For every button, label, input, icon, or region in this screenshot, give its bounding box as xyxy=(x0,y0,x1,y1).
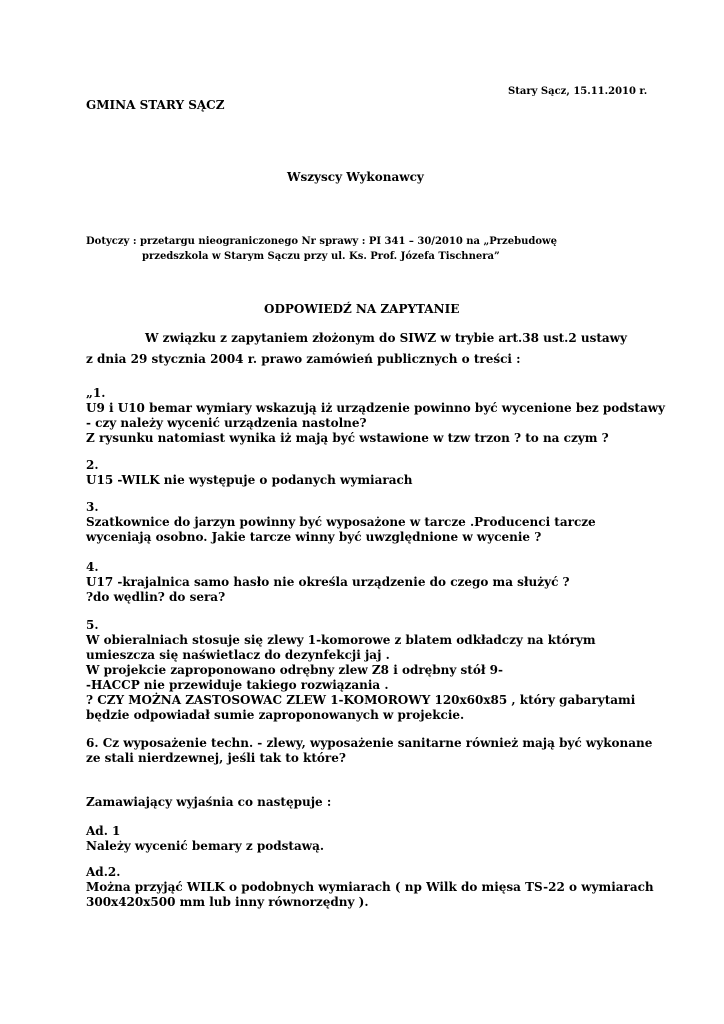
question-5 xyxy=(86,618,635,723)
question-line: „1. xyxy=(86,386,106,400)
question-line: 5. xyxy=(86,618,99,632)
subject-line: Dotyczy : przetargu nieograniczonego Nr sprawy : PI 341 – 30/2010 na „Przebudowę xyxy=(86,236,557,247)
question-line: ?do wędlin? do sera? xyxy=(86,590,226,604)
question-line: będzie odpowiadał sumie zaproponowanych w projekcie. xyxy=(86,708,465,722)
question-line: wyceniają osobno. Jakie tarcze winny być uwzględnione w wycenie ? xyxy=(86,530,542,544)
question-line: 3. xyxy=(86,500,99,514)
question-line: -HACCP nie przewiduje takiego rozwiązania . xyxy=(86,678,389,692)
question-line: ? CZY MOŻNA ZASTOSOWAC ZLEW 1-KOMOROWY 120x60x85 , który gabarytami xyxy=(86,693,636,707)
question-line: Szatkownice do jarzyn powinny być wyposażone w tarcze .Producenci tarcze xyxy=(86,515,596,529)
question-2 xyxy=(86,458,413,488)
question-line: W projekcie zaproponowano odrębny zlew Z8 i odrębny stół 9- xyxy=(86,663,503,677)
heading: ODPOWIEDŹ NA ZAPYTANIE xyxy=(264,302,460,316)
question-line: - czy należy wycenić urządzenia nastolne? xyxy=(86,416,367,430)
answer-line: Ad.2. xyxy=(86,865,121,879)
question-line: W obieralniach stosuje się zlewy 1-komorowe z blatem odkładczy na którym xyxy=(86,633,596,647)
question-line: U15 -WILK nie występuje o podanych wymiarach xyxy=(86,473,413,487)
subject-line: przedszkola w Starym Sączu przy ul. Ks. Prof. Józefa Tischnera” xyxy=(142,251,500,262)
intro-line: z dnia 29 stycznia 2004 r. prawo zamówień publicznych o treści : xyxy=(86,352,521,366)
answer-line: 300x420x500 mm lub inny równorzędny ). xyxy=(86,895,369,909)
question-line: 2. xyxy=(86,458,99,472)
question-line: umieszcza się naświetlacz do dezynfekcji jaj . xyxy=(86,648,390,662)
date-line: Stary Sącz, 15.11.2010 r. xyxy=(508,86,648,97)
question-line: Z rysunku natomiast wynika iż mają być wstawione w tzw trzon ? to na czym ? xyxy=(86,431,609,445)
question-line: 6. Cz wyposażenie techn. - zlewy, wyposażenie sanitarne również mają być wykonane xyxy=(86,736,653,750)
question-4 xyxy=(86,560,570,605)
question-6 xyxy=(86,736,652,766)
question-line: U9 i U10 bemar wymiary wskazują iż urządzenie powinno być wycenione bez podstawy xyxy=(86,401,666,415)
answer-line: Można przyjąć WILK o podobnych wymiarach ( np Wilk do mięsa TS-22 o wymiarach xyxy=(86,880,654,894)
answer-2 xyxy=(86,865,654,910)
subject xyxy=(86,234,557,264)
question-line: ze stali nierdzewnej, jeśli tak to które? xyxy=(86,751,346,765)
answer-line: Ad. 1 xyxy=(86,824,121,838)
explanation-heading: Zamawiający wyjaśnia co następuje : xyxy=(86,795,332,809)
answer-1 xyxy=(86,824,324,854)
intro-line: W związku z zapytaniem złożonym do SIWZ w trybie art.38 ust.2 ustawy xyxy=(145,331,627,345)
answer-line: Należy wycenić bemary z podstawą. xyxy=(86,839,325,853)
question-3 xyxy=(86,500,596,545)
question-1 xyxy=(86,386,665,446)
question-line: 4. xyxy=(86,560,99,574)
recipient: Wszyscy Wykonawcy xyxy=(287,170,424,184)
question-line: U17 -krajalnica samo hasło nie określa urządzenie do czego ma służyć ? xyxy=(86,575,570,589)
sender-name: GMINA STARY SĄCZ xyxy=(86,98,225,112)
